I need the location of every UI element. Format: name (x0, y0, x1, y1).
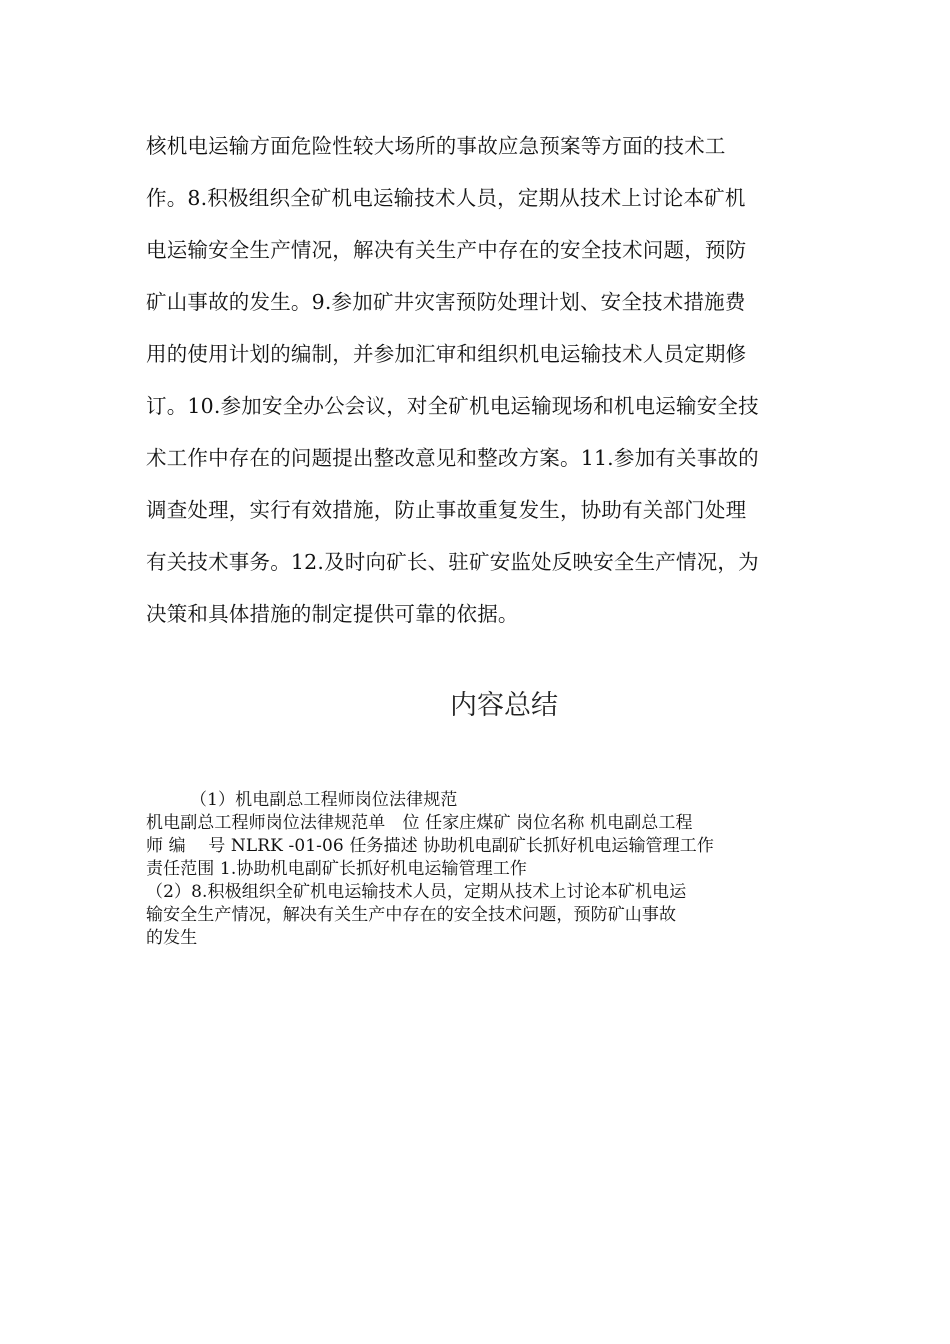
body-text (146, 120, 826, 640)
summary-line: （1）机电副总工程师岗位法律规范 (190, 790, 458, 810)
summary-section (146, 789, 826, 950)
summary-line: （2）8.积极组织全矿机电运输技术人员，定期从技术上讨论本矿机电运 (146, 882, 687, 902)
body-line: 术工作中存在的问题提出整改意见和整改方案。11.参加有关事故的 (146, 446, 759, 470)
summary-line: 的发生 (146, 928, 198, 948)
body-line: 有关技术事务。12.及时向矿长、驻矿安监处反映安全生产情况，为 (146, 550, 759, 574)
body-line: 矿山事故的发生。9.参加矿井灾害预防处理计划、安全技术措施费 (146, 290, 746, 314)
body-line: 电运输安全生产情况，解决有关生产中存在的安全技术问题，预防 (146, 238, 747, 262)
body-line: 决策和具体措施的制定提供可靠的依据。 (146, 602, 519, 626)
summary-line: 机电副总工程师岗位法律规范单 位 任家庄煤矿 岗位名称 机电副总工程 (146, 813, 693, 833)
body-line: 作。8.积极组织全矿机电运输技术人员，定期从技术上讨论本矿机 (146, 186, 746, 210)
body-line: 订。10.参加安全办公会议，对全矿机电运输现场和机电运输安全技 (146, 394, 759, 418)
summary-line: 责任范围 1.协助机电副矿长抓好机电运输管理工作 (146, 859, 528, 879)
body-line: 用的使用计划的编制，并参加汇审和组织机电运输技术人员定期修 (146, 342, 747, 366)
summary-line: 师 编 号 NLRK -01-06 任务描述 协助机电副矿长抓好机电运输管理工作 (146, 836, 714, 856)
summary-title: 内容总结 (450, 690, 558, 721)
summary-line: 输安全生产情况，解决有关生产中存在的安全技术问题，预防矿山事故 (146, 905, 677, 925)
body-line: 核机电运输方面危险性较大场所的事故应急预案等方面的技术工 (146, 134, 726, 158)
body-line: 调查处理，实行有效措施，防止事故重复发生，协助有关部门处理 (146, 498, 747, 522)
